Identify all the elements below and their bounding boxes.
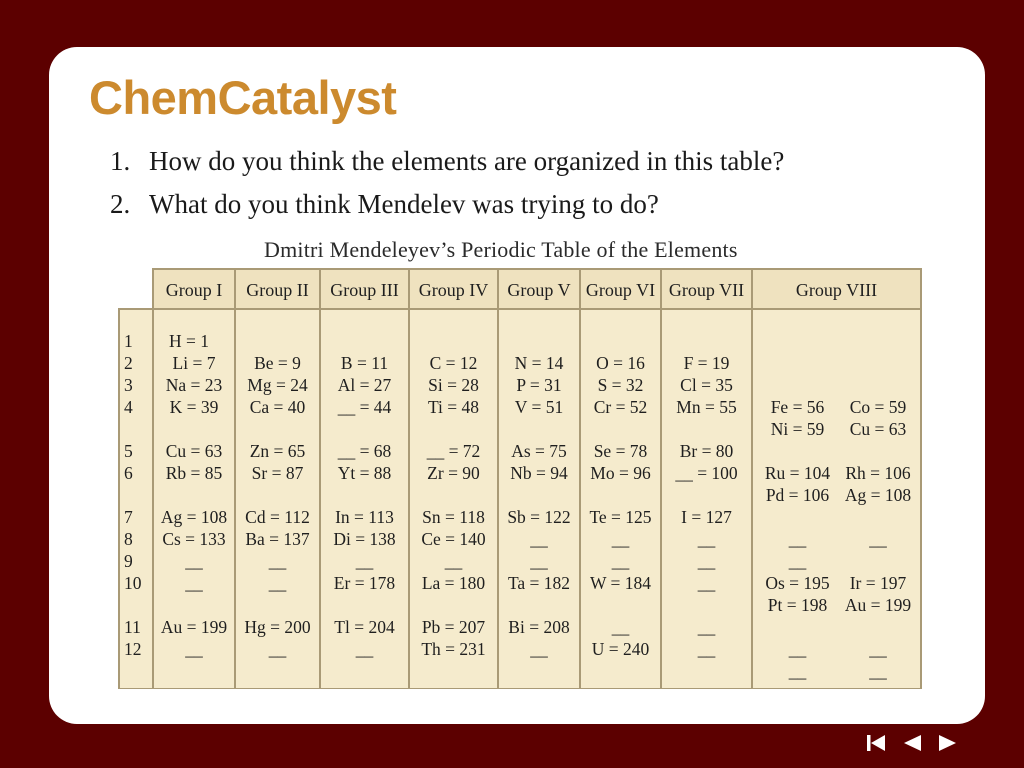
row-number: 1 [124,331,133,351]
element-cell: __ [611,551,630,571]
group-header: Group VII [668,280,745,300]
element-cell: La = 180 [421,573,486,593]
element-cell: __ [355,551,374,571]
element-cell: __ [185,639,203,659]
element-cell: As = 75 [511,441,567,461]
figure-title: Dmitri Mendeleyev’s Periodic Table of the Elements [264,237,738,262]
element-cell: __ [444,551,463,571]
element-cell: Os = 195 [765,573,830,593]
group-header: Group IV [418,280,489,300]
element-cell: Cd = 112 [245,507,310,527]
table-rule [920,268,922,689]
element-cell: __ [530,551,548,571]
element-cell: Pb = 207 [421,617,486,637]
element-cell: __ [530,639,548,659]
row-number: 7 [124,507,133,527]
element-cell: __ [869,639,887,659]
question-list [110,140,784,226]
table-rule [118,688,921,690]
element-cell: Ce = 140 [421,529,486,549]
element-cell: Al = 27 [337,375,392,395]
element-cell: Zr = 90 [427,463,480,483]
question-text: How do you think the elements are organized in this table? [149,146,785,176]
element-cell: W = 184 [589,573,652,593]
element-cell: Cs = 133 [162,529,226,549]
element-cell: Si = 28 [428,375,479,395]
element-cell: __ [530,529,548,549]
element-cell: __ [788,551,807,571]
element-cell: Br = 80 [679,441,734,461]
group-header: Group VI [585,280,656,300]
element-cell: __ [268,551,287,571]
element-cell: Sb = 122 [507,507,571,527]
element-cell: N = 14 [514,353,564,373]
element-cell: C = 12 [429,353,478,373]
element-cell: __ [185,573,203,593]
row-number: 9 [124,551,133,571]
element-cell: __ [697,617,716,637]
group-header: Group V [507,280,571,300]
element-cell: Fe = 56 [770,397,825,417]
element-cell: __ [611,617,630,637]
element-cell: Ti = 48 [427,397,480,417]
element-cell: K = 39 [169,397,219,417]
element-cell: Ni = 59 [770,419,825,439]
element-cell: Hg = 200 [244,617,311,637]
element-cell: Nb = 94 [510,463,568,483]
element-cell: Tl = 204 [334,617,395,637]
question-number: 1. [110,146,131,176]
element-cell: __ = 44 [337,397,392,417]
row-number: 11 [124,617,141,637]
element-cell: V = 51 [514,397,564,417]
element-cell: P = 31 [516,375,562,395]
element-cell: __ = 72 [426,441,481,461]
element-cell: Cl = 35 [680,375,733,395]
element-cell: Ba = 137 [245,529,310,549]
element-cell: Zn = 65 [249,441,306,461]
row-number: 6 [124,463,133,483]
element-cell: __ [697,551,716,571]
element-cell: U = 240 [591,639,650,659]
element-cell: Pt = 198 [767,595,828,615]
element-cell: Mo = 96 [590,463,651,483]
question-item [110,183,784,226]
element-cell: __ [697,529,716,549]
element-cell: Mg = 24 [247,375,308,395]
element-cell: Cu = 63 [165,441,223,461]
element-cell: Ru = 104 [764,463,831,483]
element-cell: Na = 23 [165,375,223,395]
element-cell: __ [788,639,807,659]
group-header: Group II [246,280,309,300]
element-cell: I = 127 [681,507,732,527]
element-cell: Au = 199 [160,617,228,637]
element-cell: __ [788,661,807,681]
element-cell: H = 1 [168,331,209,351]
element-cell: Er = 178 [333,573,396,593]
row-number: 3 [124,375,133,395]
element-cell: Pd = 106 [765,485,830,505]
slide-title: ChemCatalyst [89,71,397,124]
element-cell: Cr = 52 [593,397,648,417]
slide-navigation [866,732,966,754]
element-cell: Cu = 63 [849,419,907,439]
element-cell: Ir = 197 [849,573,907,593]
element-cell: Ag = 108 [844,485,912,505]
element-cell: Bi = 208 [508,617,570,637]
table-rule [118,308,120,689]
element-cell: Te = 125 [589,507,652,527]
element-cell: __ [869,529,887,549]
row-number: 4 [124,397,133,417]
element-cell: __ [697,639,716,659]
question-item [110,140,784,183]
element-cell: F = 19 [683,353,730,373]
element-cell: Ag = 108 [160,507,228,527]
skip-to-start-icon[interactable] [866,734,886,752]
element-cell: __ [355,639,374,659]
row-number: 10 [124,573,142,593]
element-cell: Ta = 182 [507,573,571,593]
group-header: Group VIII [795,280,878,300]
element-cell: __ = 100 [675,463,738,483]
element-cell: Co = 59 [849,397,907,417]
group-header: Group III [330,280,399,300]
element-cell: Se = 78 [593,441,648,461]
element-cell: Th = 231 [421,639,486,659]
element-cell: Yt = 88 [337,463,392,483]
element-cell: Rb = 85 [165,463,223,483]
table-rule [153,268,921,270]
element-cell: __ [268,573,287,593]
element-cell: __ [788,529,807,549]
element-cell: __ = 68 [337,441,392,461]
element-cell: B = 11 [340,353,389,373]
element-cell: Mn = 55 [676,397,737,417]
table-rule [153,308,921,310]
element-cell: __ [611,529,630,549]
element-cell: Di = 138 [333,529,396,549]
element-cell: __ [185,551,203,571]
row-number: 12 [124,639,142,659]
triangle-right-icon[interactable] [938,734,958,752]
triangle-left-icon[interactable] [902,734,922,752]
element-cell: __ [869,661,887,681]
row-number: 8 [124,529,133,549]
element-cell: Rh = 106 [845,463,911,483]
element-cell: Sn = 118 [422,507,485,527]
element-cell: O = 16 [596,353,645,373]
element-cell: __ [697,573,716,593]
question-text: What do you think Mendelev was trying to do? [149,189,659,219]
group-header: Group I [165,280,223,300]
element-cell: Au = 199 [844,595,912,615]
element-cell: __ [268,639,287,659]
table-rule [118,308,153,310]
element-cell: S = 32 [597,375,644,395]
element-cell: Ca = 40 [249,397,306,417]
element-cell: Li = 7 [172,353,216,373]
element-cell: In = 113 [335,507,394,527]
row-number: 2 [124,353,133,373]
row-number: 5 [124,441,133,461]
element-cell: Be = 9 [254,353,301,373]
element-cell: Sr = 87 [251,463,304,483]
periodic-table [118,268,921,689]
question-number: 2. [110,189,131,219]
